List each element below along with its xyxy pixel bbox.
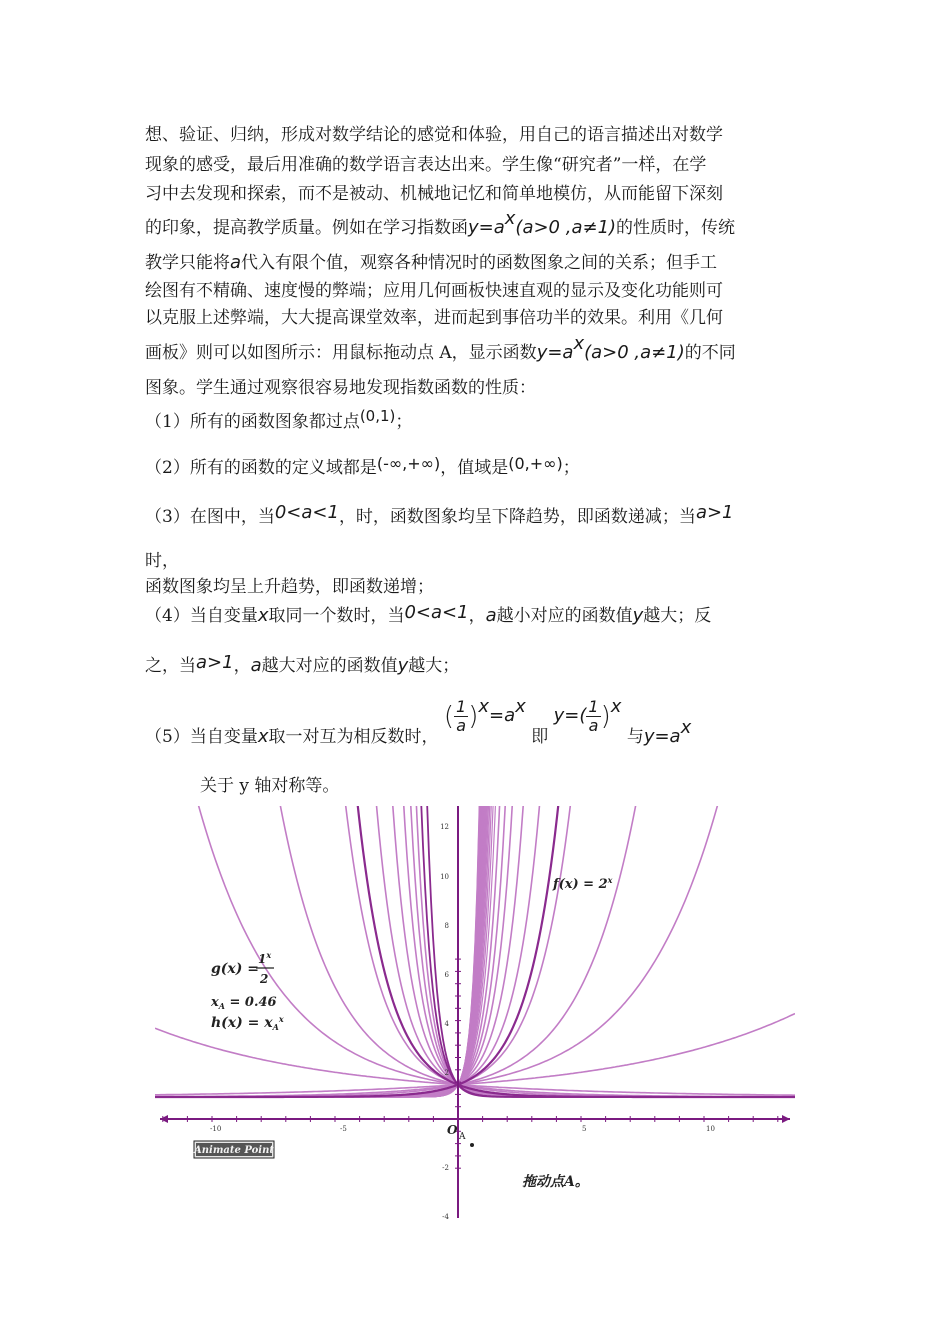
formula-inequality: a>1 — [695, 502, 734, 523]
formula-exponent: x — [504, 208, 516, 229]
text-span: 教学只能将 — [145, 253, 230, 273]
text-span: 的不同 — [684, 343, 736, 363]
formula-variable: a — [230, 252, 242, 273]
h-label: $h(x) = x_A^x$ — [211, 1014, 284, 1032]
formula-variable: x — [257, 605, 269, 626]
y-tick-label: -4 — [442, 1213, 449, 1221]
y-tick-label: 10 — [440, 873, 449, 881]
text-span: ； — [562, 458, 580, 478]
g-denominator: 2 — [260, 972, 269, 986]
xa-label: $x_A = 0.46$ — [211, 995, 277, 1011]
y-tick-label: 8 — [444, 922, 449, 930]
text-span: 越大； — [408, 656, 460, 676]
paragraph-line-1: 想、验证、归纳，形成对数学结论的感觉和体验，用自己的语言描述出对数学 — [145, 125, 723, 145]
property-3-cont-2: 函数图象均呈上升趋势，即函数递增； — [145, 577, 434, 597]
animate-button-label[interactable]: Animate Point — [194, 1145, 274, 1156]
formula-variable: a — [250, 655, 262, 676]
formula-inequality: 0<a<1 — [404, 602, 469, 623]
formula-variable: y — [632, 605, 644, 626]
formula-inequality: a>1 — [196, 652, 234, 673]
x-tick-label: -5 — [340, 1125, 347, 1133]
text-span: 越大；反 — [643, 606, 712, 626]
property-5-cont: 关于 y 轴对称等。 — [200, 776, 340, 796]
paragraph-line-2: 现象的感受，最后用准确的数学语言表达出来。学生像“研究者”一样，在学 — [145, 155, 707, 175]
text-span: ， — [468, 606, 486, 626]
property-3-cont: 时， — [145, 551, 179, 571]
text-span: 即 — [531, 727, 549, 747]
text-span: 越小对应的函数值 — [496, 606, 633, 626]
g-numerator: 1$^x$ — [258, 950, 272, 966]
x-tick-label: -10 — [210, 1125, 222, 1133]
formula: y=a — [643, 726, 681, 747]
fraction-denominator: a — [588, 716, 599, 735]
paren-open: ( — [443, 701, 455, 732]
formula: =a — [489, 705, 516, 726]
formula: y=a — [536, 342, 574, 363]
g-label: g(x) = — [211, 961, 259, 977]
paragraph-line-6: 绘图有不精确、速度慢的弊端；应用几何画板快速直观的显示及变化功能则可 — [145, 281, 723, 301]
fraction-denominator: a — [456, 716, 467, 735]
x-tick-label: 5 — [582, 1125, 587, 1133]
text-span: 取同一个数时，当 — [268, 606, 405, 626]
text-span: 越大对应的函数值 — [261, 656, 398, 676]
formula-point: (0,1) — [359, 407, 396, 425]
paragraph-line-7: 以克服上述弊端，大大提高课堂效率，进而起到事倍功半的效果。利用《几何 — [145, 308, 723, 328]
text-span: 的性质时，传统 — [616, 218, 736, 238]
drag-caption: 拖动点A。 — [522, 1174, 589, 1190]
fraction-numerator: 1 — [588, 697, 599, 716]
f-label: $f(x) = 2^x$ — [553, 875, 613, 892]
paren-close: ) — [600, 701, 611, 732]
formula-exponent: x — [680, 717, 692, 738]
origin-label: O — [447, 1123, 458, 1137]
formula-range: (0,+∞) — [508, 454, 563, 473]
text-span: 代入有限个值，观察各种情况时的函数图象之间的关系；但手工 — [241, 253, 718, 273]
text-span: 的印象，提高教学质量。例如在学习指数函 — [145, 218, 468, 238]
formula-domain: (-∞,+∞) — [376, 454, 441, 473]
text-span: （2）所有的函数的定义域都是 — [145, 458, 377, 478]
formula-variable: y — [397, 655, 409, 676]
formula-condition: (a>0 ,a≠1) — [515, 217, 617, 238]
text-span: 画板》则可以如图所示：用鼠标拖动点 A，显示函数 — [145, 343, 537, 363]
formula-exponent: x — [610, 696, 622, 717]
formula-variable: x — [257, 726, 269, 747]
text-span: 与 — [626, 727, 644, 747]
text-span: （5）当自变量 — [145, 727, 258, 747]
text-span: ，时，函数图象均呈下降趋势，即函数递减；当 — [338, 507, 696, 527]
text-span: ，值域是 — [440, 458, 509, 478]
animate-point-button[interactable] — [193, 1141, 274, 1158]
paragraph-line-9: 图象。学生通过观察很容易地发现指数函数的性质： — [145, 378, 536, 398]
text-span: （4）当自变量 — [145, 606, 258, 626]
text-span: ； — [395, 412, 413, 432]
text-span: （1）所有的函数图象都过点 — [145, 412, 360, 432]
paragraph-line-3: 习中去发现和探索，而不是被动、机械地记忆和简单地模仿，从而能留下深刻 — [145, 184, 723, 204]
y-tick-label: 4 — [444, 1020, 449, 1028]
text-span: ， — [233, 656, 251, 676]
formula-exponent: x — [478, 696, 490, 717]
text-span: 之，当 — [145, 656, 196, 676]
y-tick-label: -2 — [442, 1164, 449, 1172]
point-a[interactable] — [470, 1143, 474, 1147]
fraction-numerator: 1 — [456, 697, 467, 716]
formula-exponent: x — [515, 696, 526, 717]
formula-condition: (a>0 ,a≠1) — [584, 342, 685, 363]
paren-close: ) — [468, 701, 479, 732]
y-tick-label: 2 — [444, 1069, 449, 1077]
formula-variable: a — [485, 605, 497, 626]
tick-labels — [210, 823, 715, 1221]
formula-inequality: 0<a<1 — [274, 502, 339, 523]
y-tick-label: 6 — [444, 971, 449, 979]
text-span: 取一对互为相反数时， — [268, 727, 439, 747]
formula-exponent: x — [573, 333, 585, 354]
formula: y=( — [553, 705, 587, 726]
point-a-label: A — [459, 1132, 466, 1142]
text-span: （3）在图中，当 — [145, 507, 275, 527]
x-tick-label: 10 — [706, 1125, 715, 1133]
y-tick-label: 12 — [440, 823, 449, 831]
formula: y=a — [468, 217, 505, 238]
